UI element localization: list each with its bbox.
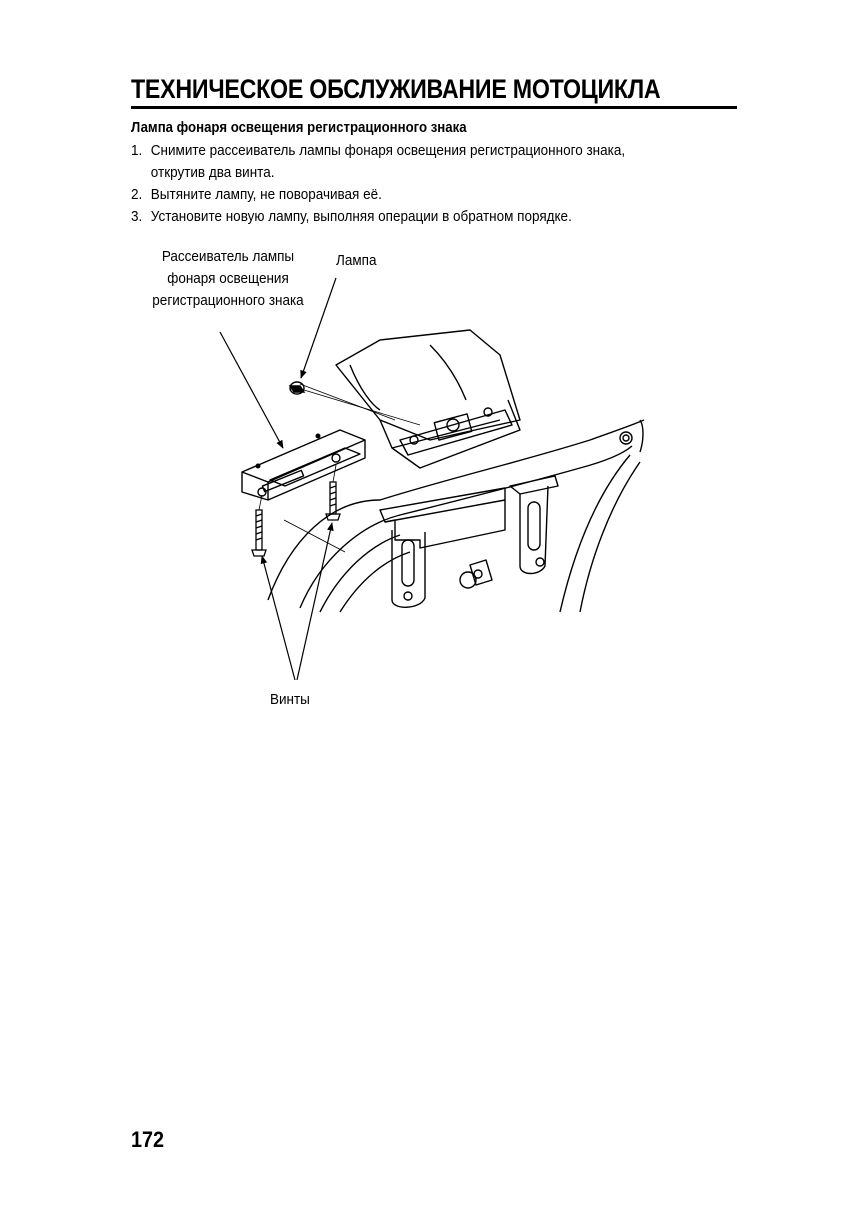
lens-part: [242, 430, 365, 500]
step-number: 2.: [131, 186, 143, 203]
guide-lines: [284, 520, 345, 552]
page-number: 172: [131, 1127, 165, 1152]
lamp-callout-label: Лампа: [336, 252, 377, 269]
page-title: ТЕХНИЧЕСКОЕ ОБСЛУЖИВАНИЕ МОТОЦИКЛА: [131, 74, 661, 104]
step-text: Снимите рассеиватель лампы фонаря освещения регистрационного знака, открутив два винта.: [150, 142, 626, 181]
section-heading: Лампа фонаря освещения регистрационного знака: [131, 119, 467, 136]
step-text: Установите новую лампу, выполняя операции в обратном порядке.: [150, 208, 572, 225]
lens-callout-label: Рассеиватель лампы фонаря освещения регистрационного знака: [152, 248, 304, 309]
screws-callout-label: Винты: [270, 691, 310, 708]
step-text: Вытяните лампу, не поворачивая её.: [150, 186, 382, 203]
step-number: 1.: [131, 142, 143, 159]
license-plate-bracket: [380, 476, 558, 607]
step-number: 3.: [131, 208, 143, 225]
